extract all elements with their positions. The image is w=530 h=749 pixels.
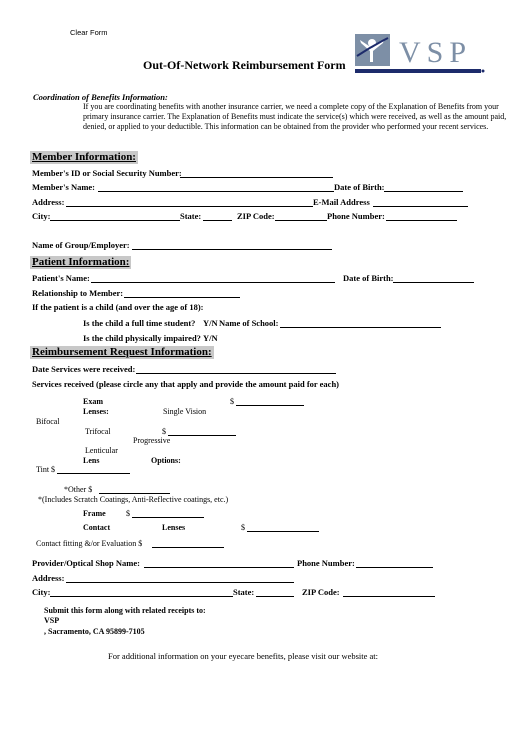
member-dob-label: Date of Birth: — [334, 182, 385, 192]
member-section-heading: Member Information: — [32, 151, 136, 163]
member-id-field[interactable] — [180, 177, 333, 178]
lens-label: Lens — [83, 456, 100, 465]
submit-line-1: Submit this form along with related receipts to: — [44, 606, 206, 615]
full-time-student-label: Is the child a full time student? — [83, 318, 196, 328]
submit-vsp: VSP — [44, 616, 60, 625]
contact-label: Contact — [83, 523, 111, 532]
member-address-field[interactable] — [66, 206, 313, 207]
other-amount-field[interactable] — [99, 493, 170, 494]
member-city-label: City: — [32, 211, 51, 221]
student-yn[interactable]: Y/N — [203, 318, 218, 328]
school-field[interactable] — [280, 327, 441, 328]
impaired-label: Is the child physically impaired? — [83, 333, 201, 343]
provider-city-label: City: — [32, 587, 51, 597]
vsp-logo-graphic — [355, 34, 485, 76]
provider-zip-field[interactable] — [343, 596, 435, 597]
tint-label: Tint $ — [36, 465, 56, 474]
contact-lenses-amount-field[interactable] — [247, 531, 319, 532]
contact-fitting-amount-field[interactable] — [152, 547, 224, 548]
contact-fitting-label: Contact fitting &/or Evaluation $ — [36, 539, 143, 548]
impaired-yn[interactable]: Y/N — [203, 333, 218, 343]
member-id-label: Member's ID or Social Security Number: — [32, 168, 182, 178]
other-label: *Other $ — [64, 485, 93, 494]
provider-zip-label: ZIP Code: — [302, 587, 340, 597]
date-services-label: Date Services were received: — [32, 364, 136, 374]
provider-address-field[interactable] — [66, 582, 294, 583]
lenses-label: Lenses: — [83, 407, 109, 416]
member-email-field[interactable] — [373, 206, 468, 207]
bifocal-option[interactable]: Bifocal — [36, 417, 60, 426]
provider-address-label: Address: — [32, 573, 65, 583]
clear-form-button[interactable]: Clear Form — [70, 28, 108, 37]
frame-label: Frame — [83, 509, 106, 518]
group-employer-field[interactable] — [132, 249, 332, 250]
provider-phone-label: Phone Number: — [297, 558, 355, 568]
member-state-label: State: — [180, 211, 202, 221]
lenses-amount-field[interactable] — [168, 435, 236, 436]
lenses-dollar: $ — [162, 427, 166, 436]
patient-dob-label: Date of Birth: — [343, 273, 394, 283]
member-email-label: E-Mail Address — [313, 197, 370, 207]
reimbursement-section-heading: Reimbursement Request Information: — [32, 346, 212, 358]
trifocal-option[interactable]: Trifocal — [85, 427, 111, 436]
patient-section-heading: Patient Information: — [32, 256, 130, 268]
provider-city-field[interactable] — [50, 596, 233, 597]
school-label: Name of School: — [219, 318, 279, 328]
single-vision-option[interactable]: Single Vision — [163, 407, 207, 416]
relationship-field[interactable] — [124, 297, 240, 298]
member-city-field[interactable] — [50, 220, 180, 221]
exam-amount-field[interactable] — [236, 405, 304, 406]
exam-label: Exam — [83, 397, 103, 406]
patient-name-label: Patient's Name: — [32, 273, 90, 283]
frame-amount-field[interactable] — [132, 517, 204, 518]
svg-text:VSP: VSP — [399, 36, 473, 69]
contact-lenses-label: Lenses — [162, 523, 186, 532]
member-zip-field[interactable] — [275, 220, 327, 221]
member-name-label: Member's Name: — [32, 182, 96, 192]
member-address-label: Address: — [32, 197, 65, 207]
group-employer-label: Name of Group/Employer: — [32, 240, 130, 250]
patient-dob-field[interactable] — [393, 282, 474, 283]
other-note: *(Includes Scratch Coatings, Anti-Reflective coatings, etc.) — [38, 495, 229, 504]
member-name-field[interactable] — [98, 191, 334, 192]
cob-line-3: denied, or applied to your deductible. This information can be obtained from the provider who performed your recent services. — [83, 122, 489, 131]
member-phone-field[interactable] — [386, 220, 457, 221]
cob-line-1: If you are coordinating benefits with another insurance carrier, we need a complete copy of the Explanation of Benefits from your — [83, 102, 499, 111]
exam-dollar: $ — [230, 397, 234, 406]
provider-state-field[interactable] — [256, 596, 294, 597]
member-phone-label: Phone Number: — [327, 211, 385, 221]
provider-name-field[interactable] — [144, 567, 294, 568]
provider-name-label: Provider/Optical Shop Name: — [32, 558, 140, 568]
submit-address: , Sacramento, CA 95899-7105 — [44, 627, 145, 636]
member-zip-label: ZIP Code: — [237, 211, 275, 221]
footer-text: For additional information on your eyecare benefits, please visit our website at: — [108, 651, 379, 661]
vsp-logo — [355, 34, 485, 76]
tint-amount-field[interactable] — [57, 473, 130, 474]
member-state-field[interactable] — [203, 220, 232, 221]
relationship-label: Relationship to Member: — [32, 288, 124, 298]
cob-line-2: primary insurance carrier. The Explanation of Benefits must indicate the service(s) which were received, as well as the amount paid, — [83, 112, 507, 121]
provider-state-label: State: — [233, 587, 255, 597]
options-label: Options: — [151, 456, 181, 465]
provider-phone-field[interactable] — [356, 567, 433, 568]
child-label: If the patient is a child (and over the age of 18): — [32, 302, 204, 312]
contact-dollar: $ — [241, 523, 245, 532]
services-received-label: Services received (please circle any that apply and provide the amount paid for each) — [32, 379, 340, 389]
member-dob-field[interactable] — [384, 191, 463, 192]
cob-heading: Coordination of Benefits Information: — [33, 92, 168, 102]
date-services-field[interactable] — [136, 373, 336, 374]
form-title: Out-Of-Network Reimbursement Form — [143, 58, 346, 72]
lenticular-option[interactable]: Lenticular — [85, 446, 118, 455]
patient-name-field[interactable] — [91, 282, 335, 283]
frame-dollar: $ — [126, 509, 130, 518]
progressive-option[interactable]: Progressive — [133, 436, 171, 445]
